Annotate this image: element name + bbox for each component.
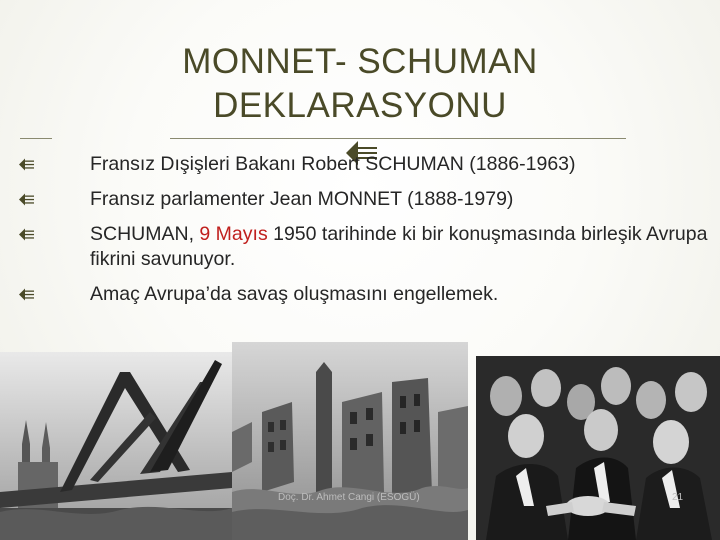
title-line-2: DEKLARASYONU bbox=[213, 86, 507, 125]
title-line-1: MONNET- SCHUMAN bbox=[182, 42, 538, 81]
page-number: 21 bbox=[672, 492, 684, 503]
bullet-text bbox=[90, 222, 718, 272]
signing-ceremony-handshake-photo bbox=[476, 356, 720, 540]
bullet-item bbox=[18, 187, 718, 212]
bullet-text: Amaç Avrupa’da savaş oluşmasını engellemek. bbox=[90, 283, 499, 305]
bullet-text: Fransız Dışişleri Bakanı Robert SCHUMAN (1886-1963) bbox=[90, 153, 576, 175]
bullet-marker-icon bbox=[18, 156, 35, 173]
bullet-text: Fransız parlamenter Jean MONNET (1888-1979) bbox=[90, 188, 514, 210]
title-rule-left bbox=[20, 138, 52, 139]
bullet-item bbox=[18, 222, 718, 272]
bullet-list bbox=[18, 152, 718, 317]
bullet-item bbox=[18, 152, 718, 177]
bombed-city-ruins-photo bbox=[232, 342, 468, 540]
slide-title bbox=[100, 40, 620, 128]
bullet-text-part: SCHUMAN, bbox=[90, 223, 200, 245]
bullet-text-part: 1950 tarihinde ki bir konuşmasında birleşik Avrupa fikrini savunuyor. bbox=[90, 223, 708, 270]
bullet-marker-icon bbox=[18, 191, 35, 208]
bullet-marker-icon bbox=[18, 286, 35, 303]
footer-author: Doç. Dr. Ahmet Cangi (ESOGÜ) bbox=[278, 492, 420, 503]
cologne-bridge-ruins-photo bbox=[0, 352, 232, 540]
title-rule bbox=[170, 138, 626, 139]
highlighted-date: 9 Mayıs bbox=[199, 223, 268, 245]
bullet-marker-icon bbox=[18, 226, 35, 243]
bullet-item bbox=[18, 282, 718, 307]
